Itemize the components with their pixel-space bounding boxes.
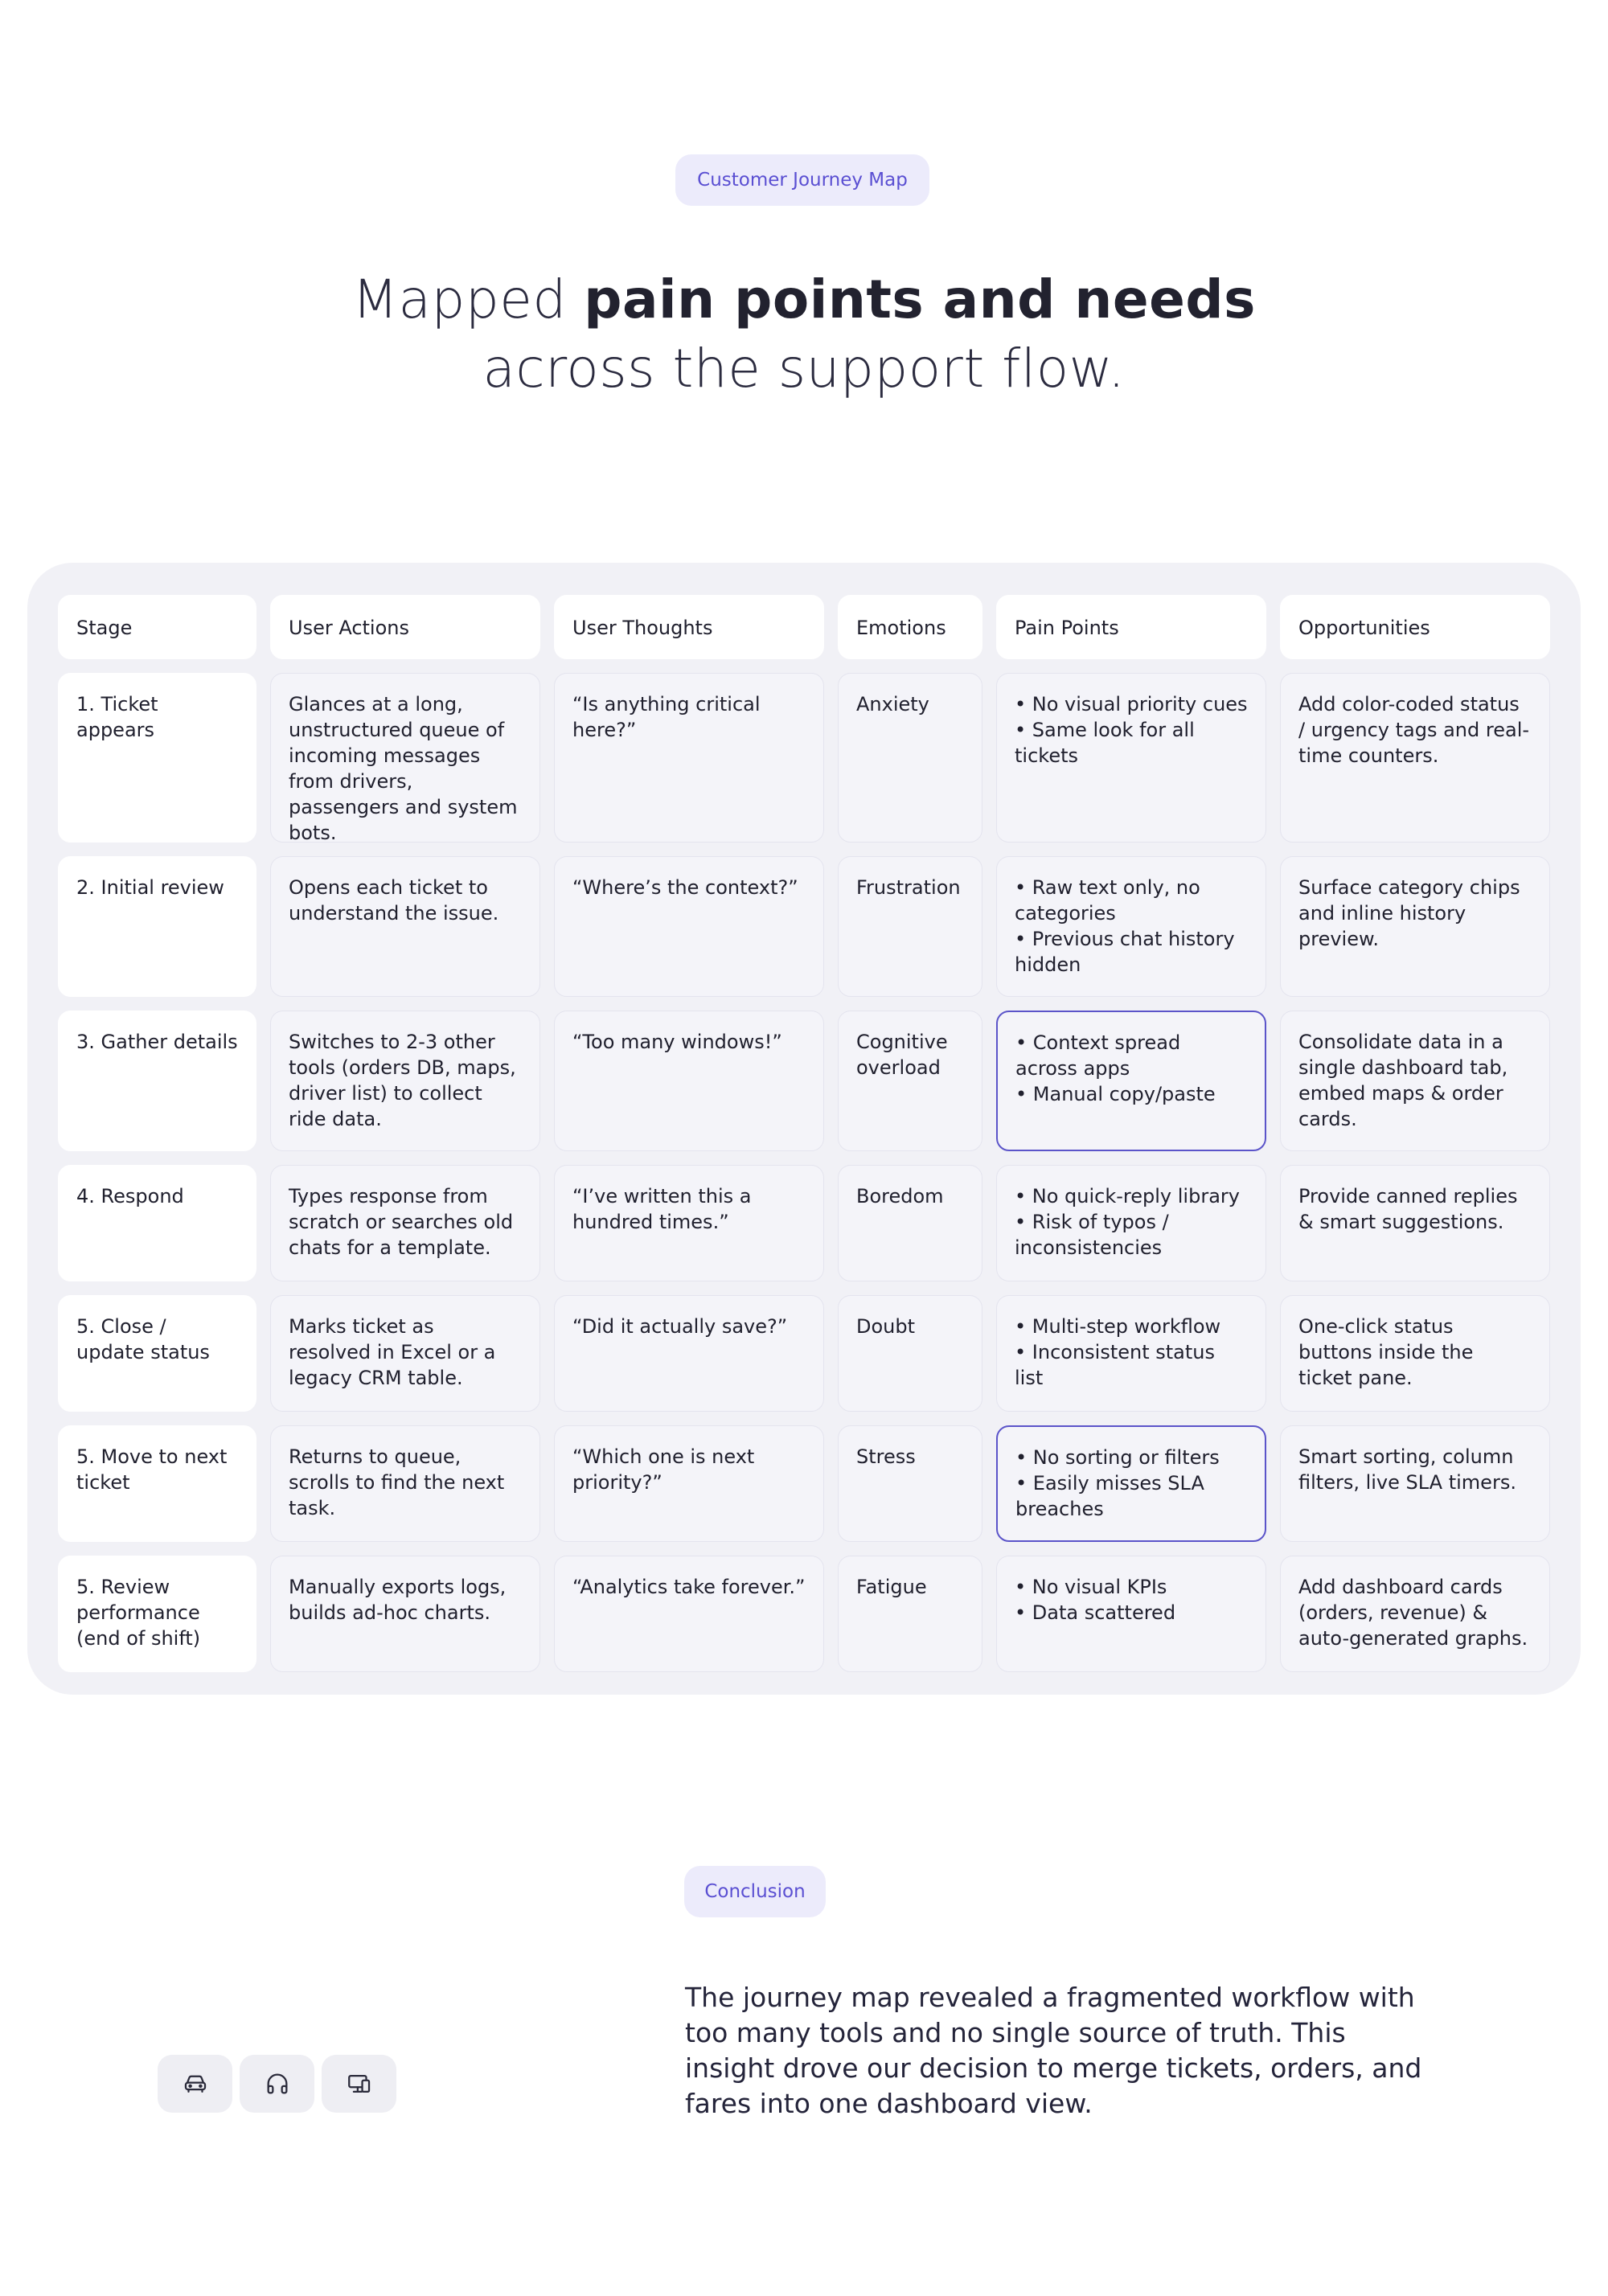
car-icon	[158, 2055, 232, 2113]
opportunity-cell: Surface category chips and inline history preview.	[1280, 856, 1550, 997]
opportunity-cell: Smart sorting, column filters, live SLA timers.	[1280, 1425, 1550, 1542]
stage-cell: 2. Initial review	[58, 856, 256, 997]
title-light-part: Mapped	[352, 269, 585, 330]
user-thoughts-cell: “I’ve written this a hundred times.”	[554, 1165, 824, 1281]
emotion-cell: Cognitive overload	[838, 1011, 982, 1151]
stage-cell: 5. Close / update status	[58, 1295, 256, 1412]
opportunity-cell: Provide canned replies & smart suggestions.	[1280, 1165, 1550, 1281]
title-bold-part: pain points and needs	[584, 269, 1256, 330]
column-header-stage: Stage	[58, 595, 256, 659]
emotion-cell: Frustration	[838, 856, 982, 997]
section-tag: Customer Journey Map	[675, 154, 929, 206]
journey-map-board	[27, 563, 1581, 1695]
emotion-cell: Doubt	[838, 1295, 982, 1412]
devices-icon	[322, 2055, 396, 2113]
pain-points-cell: • Context spread across apps • Manual copy/paste	[996, 1011, 1266, 1151]
emotion-cell: Boredom	[838, 1165, 982, 1281]
user-actions-cell: Returns to queue, scrolls to find the next task.	[270, 1425, 540, 1542]
opportunity-cell: Add dashboard cards (orders, revenue) & auto-generated graphs.	[1280, 1556, 1550, 1672]
conclusion-text: The journey map revealed a fragmented workflow with too many tools and no single source of truth. This insight drove our decision to merge tickets, orders, and fares into one dashboard view.	[685, 1982, 1422, 2119]
emotion-cell: Stress	[838, 1425, 982, 1542]
emotion-cell: Fatigue	[838, 1556, 982, 1672]
user-actions-cell: Opens each ticket to understand the issue.	[270, 856, 540, 997]
column-header-user-actions: User Actions	[270, 595, 540, 659]
pain-points-cell: • No quick-reply library • Risk of typos / inconsistencies	[996, 1165, 1266, 1281]
title-second-line: across the support flow.	[482, 338, 1126, 400]
user-thoughts-cell: “Too many windows!”	[554, 1011, 824, 1151]
opportunity-cell: Consolidate data in a single dashboard tab, embed maps & order cards.	[1280, 1011, 1550, 1151]
emotion-cell: Anxiety	[838, 673, 982, 843]
user-actions-cell: Marks ticket as resolved in Excel or a legacy CRM table.	[270, 1295, 540, 1412]
pain-points-cell: • Multi-step workflow • Inconsistent status list	[996, 1295, 1266, 1412]
column-header-pain-points: Pain Points	[996, 595, 1266, 659]
user-actions-cell: Switches to 2-3 other tools (orders DB, maps, driver list) to collect ride data.	[270, 1011, 540, 1151]
user-actions-cell: Glances at a long, unstructured queue of incoming messages from drivers, passengers and system bots.	[270, 673, 540, 843]
conclusion-tag: Conclusion	[684, 1866, 826, 1917]
icon-row	[158, 2055, 396, 2113]
user-thoughts-cell: “Which one is next priority?”	[554, 1425, 824, 1542]
stage-cell: 1. Ticket appears	[58, 673, 256, 843]
pain-points-cell: • No visual KPIs • Data scattered	[996, 1556, 1266, 1672]
stage-cell: 5. Review performance (end of shift)	[58, 1556, 256, 1672]
column-header-emotions: Emotions	[838, 595, 982, 659]
stage-cell: 4. Respond	[58, 1165, 256, 1281]
opportunity-cell: Add color-coded status / urgency tags and real-time counters.	[1280, 673, 1550, 843]
user-thoughts-cell: “Analytics take forever.”	[554, 1556, 824, 1672]
opportunity-cell: One-click status buttons inside the ticket pane.	[1280, 1295, 1550, 1412]
stage-cell: 3. Gather details	[58, 1011, 256, 1151]
pain-points-cell: • No sorting or filters • Easily misses SLA breaches	[996, 1425, 1266, 1542]
user-actions-cell: Manually exports logs, builds ad-hoc charts.	[270, 1556, 540, 1672]
user-thoughts-cell: “Where’s the context?”	[554, 856, 824, 997]
pain-points-cell: • No visual priority cues • Same look for all tickets	[996, 673, 1266, 843]
pain-points-cell: • Raw text only, no categories • Previous chat history hidden	[996, 856, 1266, 997]
headphones-icon	[240, 2055, 314, 2113]
user-thoughts-cell: “Is anything critical here?”	[554, 673, 824, 843]
page-title	[0, 265, 1608, 404]
user-actions-cell: Types response from scratch or searches old chats for a template.	[270, 1165, 540, 1281]
stage-cell: 5. Move to next ticket	[58, 1425, 256, 1542]
user-thoughts-cell: “Did it actually save?”	[554, 1295, 824, 1412]
column-header-opportunities: Opportunities	[1280, 595, 1550, 659]
journey-map-table	[58, 595, 1550, 1672]
column-header-user-thoughts: User Thoughts	[554, 595, 824, 659]
